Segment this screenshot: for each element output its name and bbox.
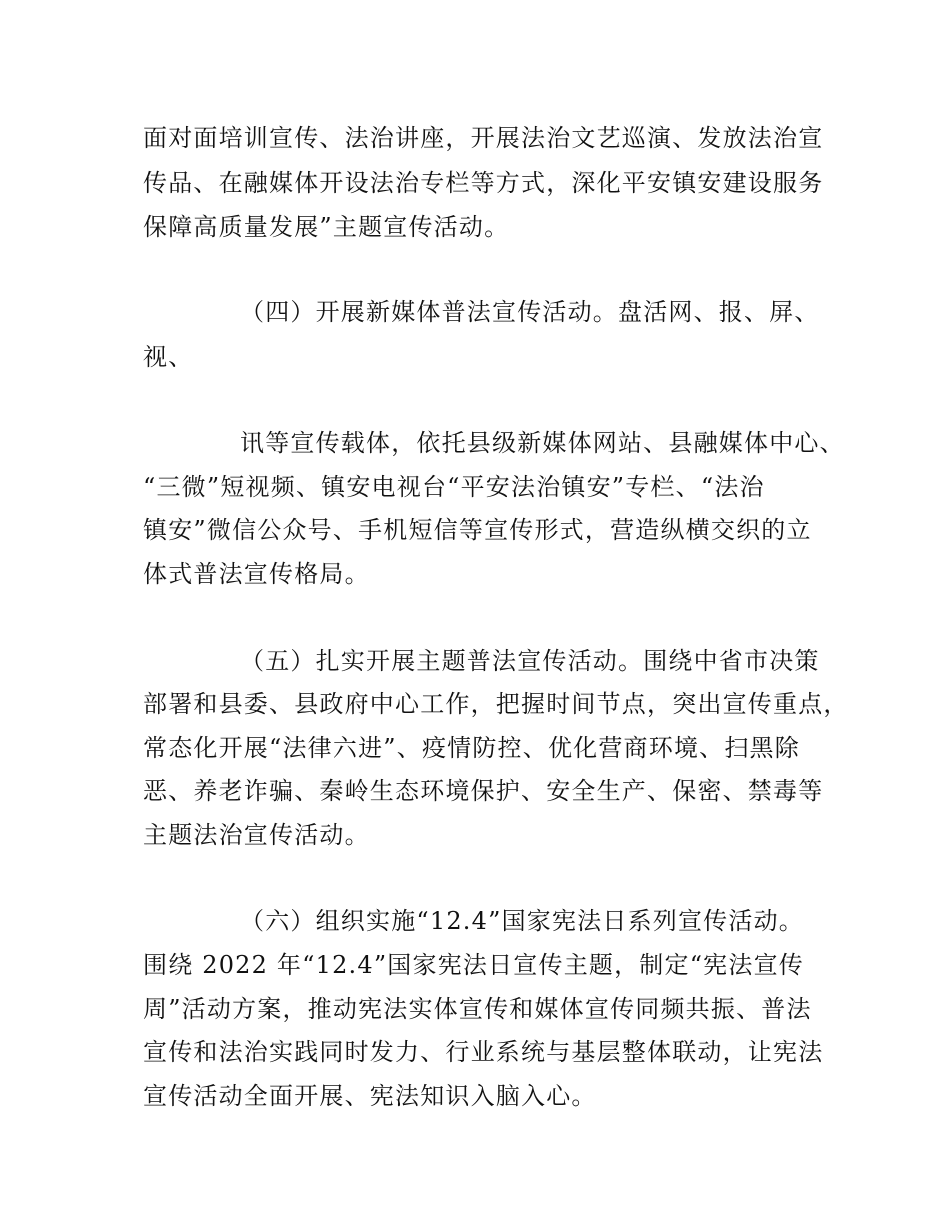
paragraph-3-line-3: 镇安”微信公众号、手机短信等宣传形式，营造纵横交织的立 — [143, 516, 812, 544]
paragraph-4-line-4: 恶、养老诈骗、秦岭生态环境保护、安全生产、保密、禁毒等 — [143, 777, 824, 805]
paragraph-5-line-3: 周”活动方案，推动宪法实体宣传和媒体宣传同频共振、普法 — [143, 995, 812, 1023]
paragraph-3-line-2: “三微”短视频、镇安电视台“平安法治镇安”专栏、“法治 — [143, 473, 765, 501]
paragraph-4-line-3: 常态化开展“法律六进”、疫情防控、优化营商环境、扫黑除 — [143, 734, 800, 762]
paragraph-5-line-5: 宣传活动全面开展、宪法知识入脑入心。 — [143, 1082, 597, 1110]
paragraph-3-line-4: 体式普法宣传格局。 — [143, 560, 370, 588]
paragraph-5-line-1: （六）组织实施“12.4”国家宪法日系列宣传活动。 — [240, 907, 804, 935]
paragraph-1-line-3: 保障高质量发展”主题宣传活动。 — [143, 213, 510, 241]
paragraph-4-line-2: 部署和县委、县政府中心工作，把握时间节点，突出宣传重点， — [143, 690, 849, 718]
paragraph-5-line-4: 宣传和法治实践同时发力、行业系统与基层整体联动，让宪法 — [143, 1038, 824, 1066]
paragraph-5-line-2: 围绕 2022 年“12.4”国家宪法日宣传主题，制定“宪法宣传 — [143, 951, 804, 979]
paragraph-2-line-2: 视、 — [143, 343, 194, 371]
paragraph-1-line-2: 传品、在融媒体开设法治专栏等方式，深化平安镇安建设服务 — [143, 169, 824, 197]
paragraph-4-line-5: 主题法治宣传活动。 — [143, 821, 370, 849]
paragraph-3-line-1: 讯等宣传载体，依托县级新媒体网站、县融媒体中心、 — [240, 429, 845, 457]
paragraph-1-line-1: 面对面培训宣传、法治讲座，开展法治文艺巡演、发放法治宣 — [143, 124, 824, 152]
paragraph-2-line-1: （四）开展新媒体普法宣传活动。盘活网、报、屏、 — [240, 298, 820, 326]
paragraph-4-line-1: （五）扎实开展主题普法宣传活动。围绕中省市决策 — [240, 647, 820, 675]
